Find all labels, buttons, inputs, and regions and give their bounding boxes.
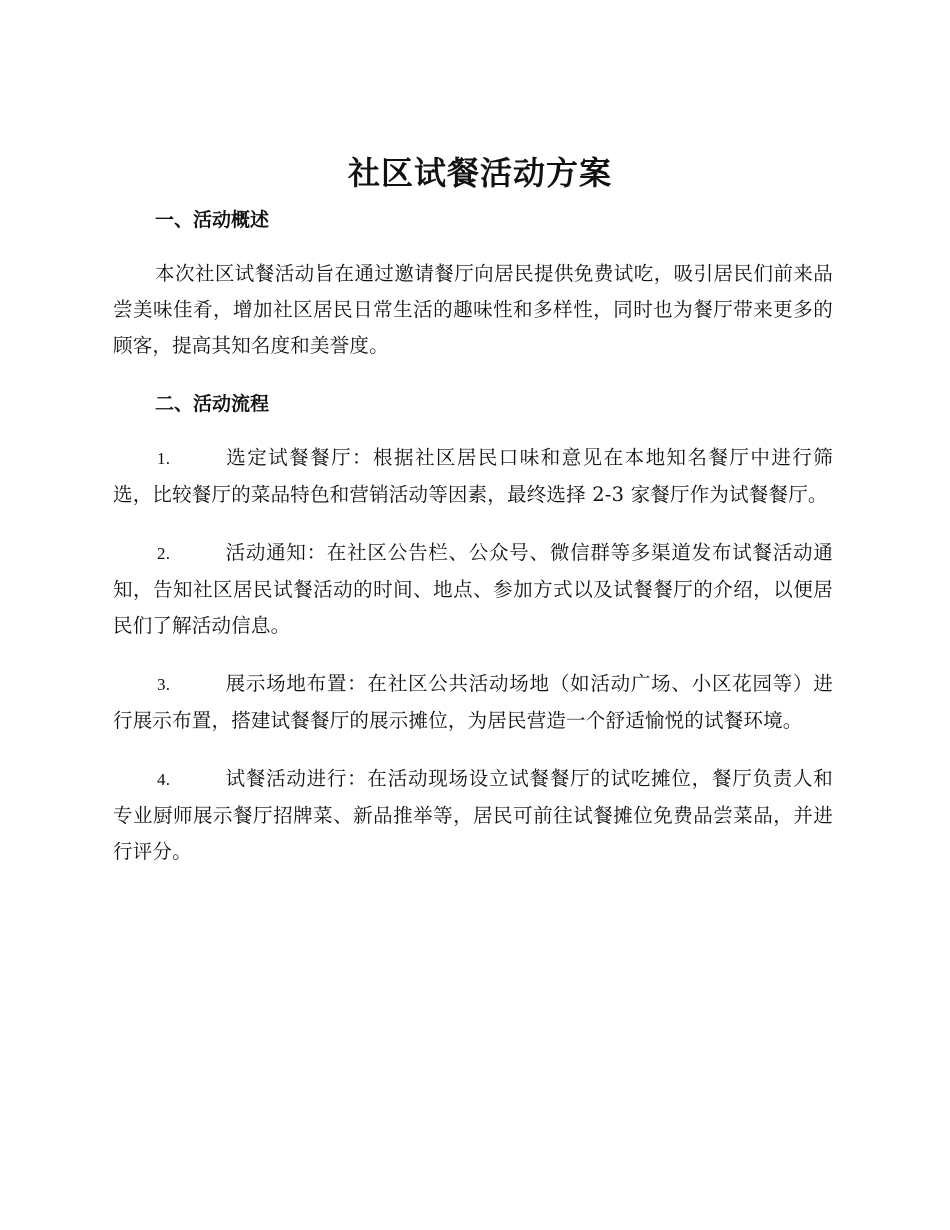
list-item-number: 4. <box>157 770 171 789</box>
list-item-number: 2. <box>157 544 171 563</box>
list-item-text: 展示场地布置：在社区公共活动场地（如活动广场、小区花园等）进行展示布置，搭建试餐餐厅的展示摊位，为居民营造一个舒适愉悦的试餐环境。 <box>113 672 833 732</box>
list-item <box>113 666 833 739</box>
list-item-number: 3. <box>157 675 171 694</box>
list-item <box>113 440 833 513</box>
list-item-number: 1. <box>157 449 171 468</box>
section-heading-process: 二、活动流程 <box>155 393 270 415</box>
list-item-text: 试餐活动进行：在活动现场设立试餐餐厅的试吃摊位，餐厅负责人和专业厨师展示餐厅招牌菜、新品推举等，居民可前往试餐摊位免费品尝菜品，并进行评分。 <box>113 767 833 863</box>
overview-paragraph: 本次社区试餐活动旨在通过邀请餐厅向居民提供免费试吃，吸引居民们前来品尝美味佳肴，增加社区居民日常生活的趣味性和多样性，同时也为餐厅带来更多的顾客，提高其知名度和美誉度。 <box>113 262 833 357</box>
list-item <box>113 535 833 644</box>
list-item-text: 选定试餐餐厅：根据社区居民口味和意见在本地知名餐厅中进行筛选，比较餐厅的菜品特色和营销活动等因素，最终选择 2-3 家餐厅作为试餐餐厅。 <box>113 446 833 506</box>
list-item <box>113 761 833 870</box>
document-page <box>113 150 833 870</box>
document-title: 社区试餐活动方案 <box>347 154 612 192</box>
section-heading-overview: 一、活动概述 <box>155 209 270 231</box>
process-list <box>113 440 833 870</box>
list-item-text: 活动通知：在社区公告栏、公众号、微信群等多渠道发布试餐活动通知，告知社区居民试餐活动的时间、地点、参加方式以及试餐餐厅的介绍，以便居民们了解活动信息。 <box>113 541 833 637</box>
